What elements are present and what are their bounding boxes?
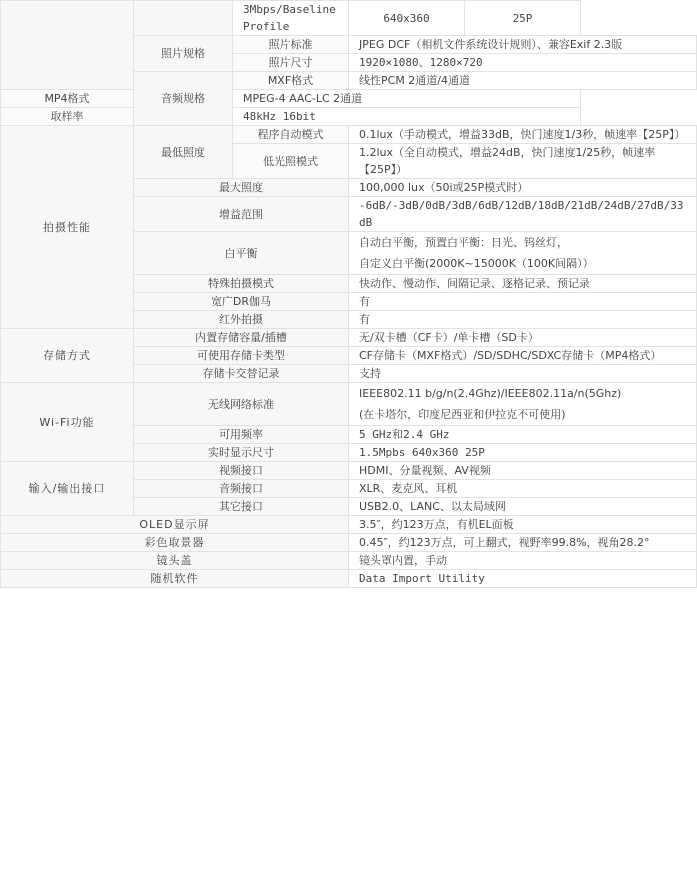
cell-other-io-label: 其它接口 <box>134 498 349 516</box>
cell-oled-value: 3.5″，约123万点，有机EL面板 <box>349 516 697 534</box>
cell-bundled-software-value: Data Import Utility <box>349 570 697 588</box>
cell-audio-mp4-label: MP4格式 <box>1 90 134 108</box>
cell-available-bands-label: 可用频率 <box>134 426 349 444</box>
cell-text-line: IEEE802.11 b/g/n(2.4Ghz)/IEEE802.11a/n(5Ghz) <box>359 387 622 400</box>
cell-wide-dr-gamma-label: 宽广DR伽马 <box>134 293 349 311</box>
cell-other-io-value: USB2.0、LANC、以太局域网 <box>349 498 697 516</box>
cell-live-view-size-value: 1.5Mpbs 640x360 25P <box>349 444 697 462</box>
cell-program-auto-label: 程序自动模式 <box>233 126 349 144</box>
cell-photo-standard-label: 照片标准 <box>233 36 349 54</box>
cell-storage-group: 存储方式 <box>1 329 134 383</box>
cell-card-types-label: 可使用存储卡类型 <box>134 347 349 365</box>
cell-video-io-label: 视频接口 <box>134 462 349 480</box>
cell-available-bands-value: 5 GHz和2.4 GHz <box>349 426 697 444</box>
cell-photo-spec-group: 照片规格 <box>134 36 233 72</box>
cell-photo-standard-value: JPEG DCF（相机文件系统设计规则）、兼容Exif 2.3版 <box>349 36 697 54</box>
cell-text-line: 自定义白平衡(2000K~15000K（100K间隔）） <box>359 257 594 270</box>
cell-shooting-performance-group: 拍摄性能 <box>1 126 134 329</box>
cell-audio-io-label: 音频接口 <box>134 480 349 498</box>
cell-text-line: 自动白平衡，预置白平衡：日光、钨丝灯， <box>359 236 568 249</box>
cell-photo-size-value: 1920×1080、1280×720 <box>349 54 697 72</box>
cell-white-balance-label: 白平衡 <box>134 232 349 275</box>
cell-internal-storage-value: 无/双卡槽（CF卡）/单卡槽（SD卡） <box>349 329 697 347</box>
cell-max-illumination-value: 100,000 lux（50i或25P模式时） <box>349 179 697 197</box>
cell-blank-c2 <box>134 1 233 36</box>
table-row <box>1 126 697 144</box>
cell-max-illumination-label: 最大照度 <box>134 179 349 197</box>
cell-wlan-standard-label: 无线网络标准 <box>134 383 349 426</box>
cell-color-viewfinder-label: 彩色取景器 <box>1 534 349 552</box>
cell-infrared-label: 红外拍摄 <box>134 311 349 329</box>
cell-white-balance-value <box>349 232 697 275</box>
cell-oled-label: OLED显示屏 <box>1 516 349 534</box>
cell-live-view-size-label: 实时显示尺寸 <box>134 444 349 462</box>
cell-video-io-value: HDMI、分量视频、AV视频 <box>349 462 697 480</box>
cell-audio-io-value: XLR、麦克风、耳机 <box>349 480 697 498</box>
table-row <box>1 329 697 347</box>
table-row <box>1 90 697 108</box>
cell-wifi-group: Wi-Fi功能 <box>1 383 134 462</box>
cell-program-auto-value: 0.1lux（手动模式，增益33dB，快门速度1/3秒，帧速率【25P】） <box>349 126 697 144</box>
cell-wide-dr-gamma-value: 有 <box>349 293 697 311</box>
cell-sample-rate-value: 48kHz 16bit <box>233 108 581 126</box>
cell-sample-rate-label: 取样率 <box>1 108 134 126</box>
table-row <box>1 534 697 552</box>
table-row <box>1 1 697 36</box>
cell-special-modes-label: 特殊拍摄模式 <box>134 275 349 293</box>
cell-audio-mp4-value: MPEG-4 AAC-LC 2通道 <box>233 90 581 108</box>
cell-io-group: 输入/输出接口 <box>1 462 134 516</box>
cell-internal-storage-label: 内置存储容量/插槽 <box>134 329 349 347</box>
table-row <box>1 570 697 588</box>
cell-gain-range-label: 增益范围 <box>134 197 349 232</box>
cell-color-viewfinder-value: 0.45″，约123万点，可上翻式，视野率99.8%，视角28.2° <box>349 534 697 552</box>
cell-profile-value: 3Mbps/Baseline Profile <box>233 1 349 36</box>
cell-lens-cap-value: 镜头罩内置，手动 <box>349 552 697 570</box>
specifications-table-body <box>1 1 697 588</box>
cell-bundled-software-label: 随机软件 <box>1 570 349 588</box>
cell-relay-record-value: 支持 <box>349 365 697 383</box>
cell-min-illumination-group: 最低照度 <box>134 126 233 179</box>
cell-gain-range-value: -6dB/-3dB/0dB/3dB/6dB/12dB/18dB/21dB/24dB/27dB/33dB <box>349 197 697 232</box>
cell-wlan-standard-value <box>349 383 697 426</box>
table-row <box>1 462 697 480</box>
cell-card-types-value: CF存储卡（MXF格式）/SD/SDHC/SDXC存储卡（MP4格式） <box>349 347 697 365</box>
cell-framerate-value: 25P <box>465 1 581 36</box>
cell-infrared-value: 有 <box>349 311 697 329</box>
table-row <box>1 552 697 570</box>
cell-text-line: (在卡塔尔，印度尼西亚和伊拉克不可使用) <box>359 408 566 421</box>
cell-audio-mxf-label: MXF格式 <box>233 72 349 90</box>
table-row <box>1 108 697 126</box>
table-row <box>1 383 697 426</box>
cell-lowlight-value: 1.2lux（全自动模式，增益24dB，快门速度1/25秒，帧速率【25P】） <box>349 144 697 179</box>
cell-lens-cap-label: 镜头盖 <box>1 552 349 570</box>
cell-special-modes-value: 快动作、慢动作、间隔记录、逐格记录、预记录 <box>349 275 697 293</box>
cell-relay-record-label: 存储卡交替记录 <box>134 365 349 383</box>
cell-lowlight-label: 低光照模式 <box>233 144 349 179</box>
cell-blank-c1 <box>1 1 134 90</box>
cell-photo-size-label: 照片尺寸 <box>233 54 349 72</box>
cell-audio-spec-group: 音频规格 <box>134 72 233 126</box>
table-row <box>1 516 697 534</box>
cell-resolution-value: 640x360 <box>349 1 465 36</box>
cell-audio-mxf-value: 线性PCM 2通道/4通道 <box>349 72 697 90</box>
